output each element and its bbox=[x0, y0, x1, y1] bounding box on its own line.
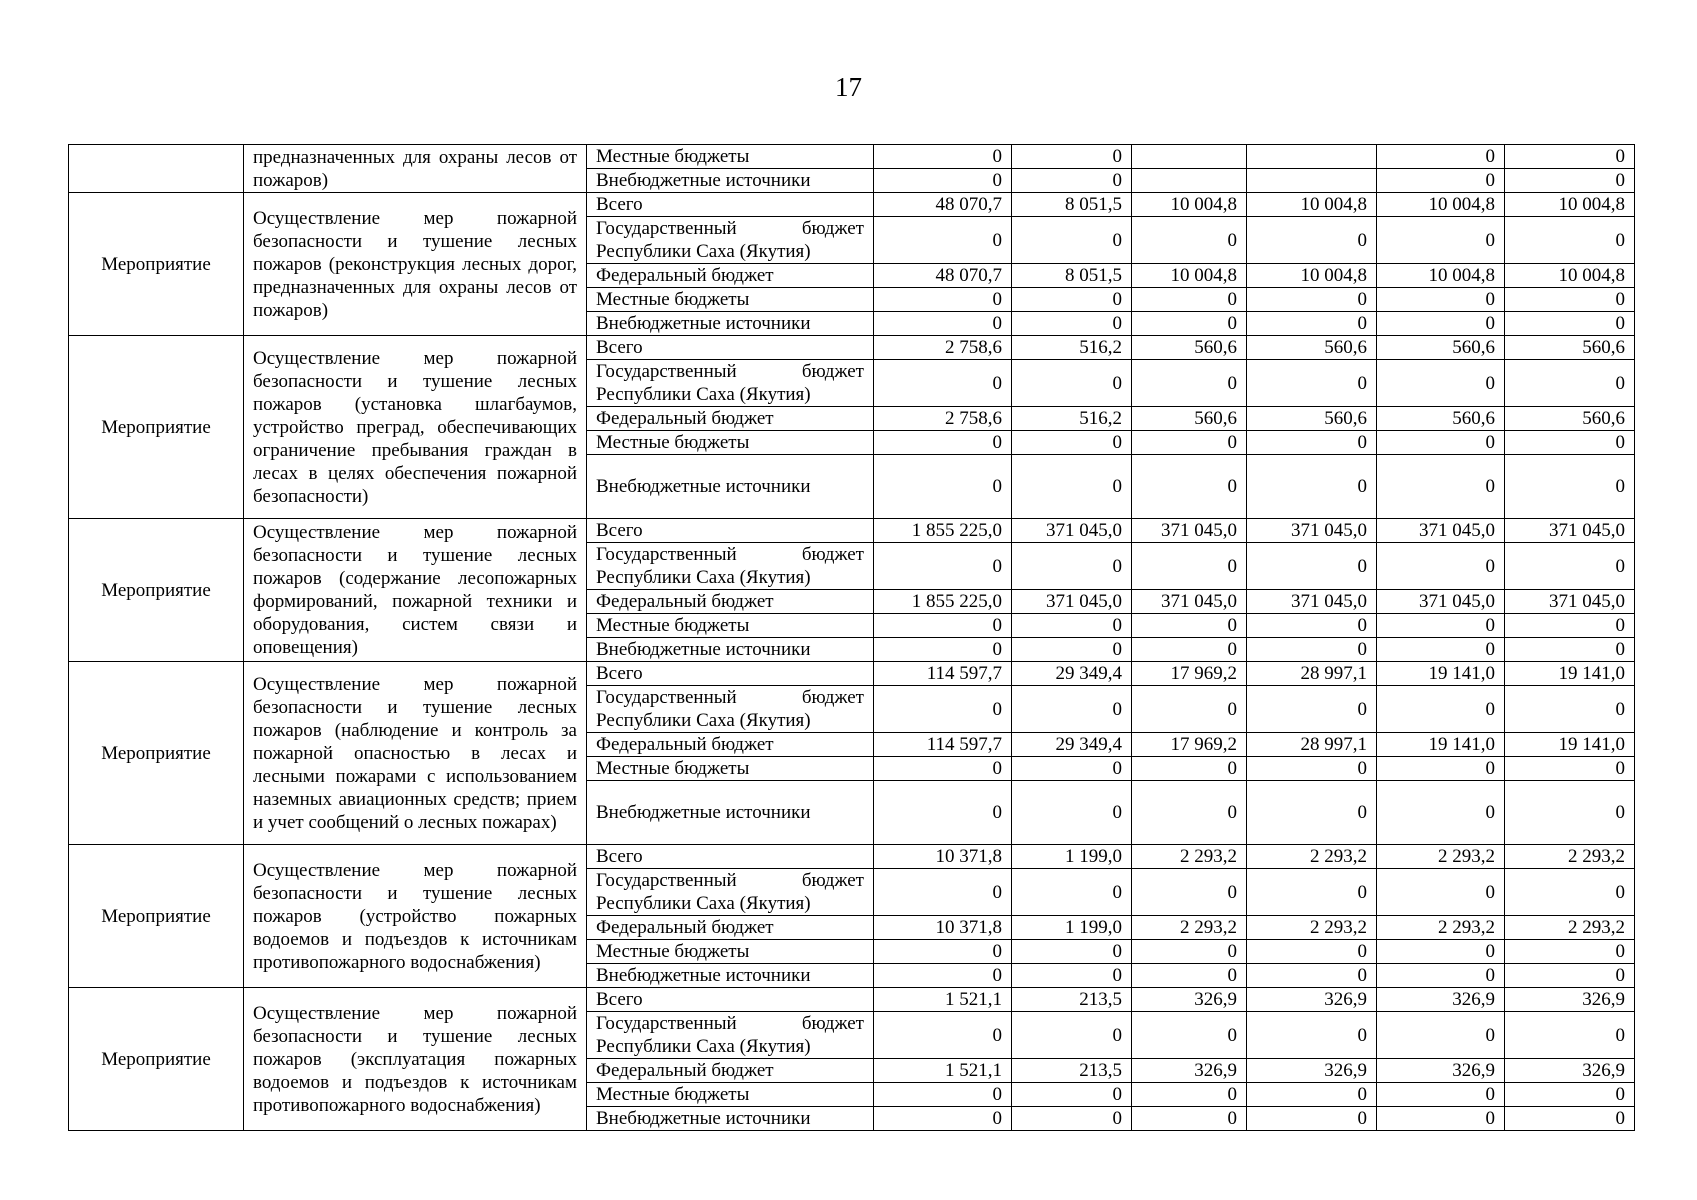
value-cell: 1 855 225,0 bbox=[874, 590, 1012, 614]
measure-description: Осуществление мер пожарной безопасности и тушение лесных пожаров (устройство пожарных водоемов и подъездов к источникам противопожарного водоснабжения) bbox=[244, 845, 587, 988]
funding-source: Государственный бюджет Республики Саха (Якутия) bbox=[587, 869, 874, 916]
value-cell: 0 bbox=[1505, 217, 1635, 264]
value-cell: 0 bbox=[1505, 686, 1635, 733]
value-cell: 0 bbox=[1132, 1107, 1247, 1131]
funding-source: Федеральный бюджет bbox=[587, 1059, 874, 1083]
value-cell: 371 045,0 bbox=[1377, 519, 1505, 543]
value-cell: 28 997,1 bbox=[1247, 733, 1377, 757]
measure-description: Осуществление мер пожарной безопасности и тушение лесных пожаров (эксплуатация пожарных водоемов и подъездов к источникам противопожарного водоснабжения) bbox=[244, 988, 587, 1131]
value-cell: 10 004,8 bbox=[1505, 264, 1635, 288]
value-cell: 371 045,0 bbox=[1012, 590, 1132, 614]
value-cell: 0 bbox=[874, 145, 1012, 169]
value-cell: 0 bbox=[1505, 312, 1635, 336]
value-cell: 0 bbox=[1377, 1083, 1505, 1107]
table-row bbox=[69, 336, 1635, 360]
value-cell: 48 070,7 bbox=[874, 193, 1012, 217]
table-row bbox=[69, 519, 1635, 543]
budget-table-body bbox=[69, 145, 1635, 1131]
value-cell: 0 bbox=[1377, 455, 1505, 519]
value-cell: 0 bbox=[1377, 614, 1505, 638]
measure-type: Мероприятие bbox=[69, 336, 244, 519]
value-cell: 371 045,0 bbox=[1247, 590, 1377, 614]
value-cell: 2 293,2 bbox=[1377, 916, 1505, 940]
value-cell: 0 bbox=[1377, 543, 1505, 590]
value-cell: 371 045,0 bbox=[1132, 519, 1247, 543]
value-cell bbox=[1247, 169, 1377, 193]
funding-source: Всего bbox=[587, 193, 874, 217]
funding-source: Местные бюджеты bbox=[587, 757, 874, 781]
table-row bbox=[69, 662, 1635, 686]
value-cell: 0 bbox=[874, 169, 1012, 193]
value-cell: 1 521,1 bbox=[874, 988, 1012, 1012]
funding-source: Всего bbox=[587, 336, 874, 360]
value-cell: 0 bbox=[1377, 940, 1505, 964]
value-cell: 0 bbox=[1132, 781, 1247, 845]
value-cell: 0 bbox=[1505, 145, 1635, 169]
value-cell: 10 371,8 bbox=[874, 845, 1012, 869]
funding-source: Внебюджетные источники bbox=[587, 1107, 874, 1131]
measure-description: Осуществление мер пожарной безопасности и тушение лесных пожаров (наблюдение и контроль за пожарной опасностью в лесах и лесными пожарами с использованием наземных авиационных средств; прием и учет сообщений о лесных пожарах) bbox=[244, 662, 587, 845]
measure-description: предназначенных для охраны лесов от пожаров) bbox=[244, 145, 587, 193]
value-cell: 2 293,2 bbox=[1505, 845, 1635, 869]
value-cell: 560,6 bbox=[1377, 336, 1505, 360]
value-cell: 10 004,8 bbox=[1377, 264, 1505, 288]
value-cell: 10 004,8 bbox=[1377, 193, 1505, 217]
value-cell: 0 bbox=[1505, 1083, 1635, 1107]
value-cell: 0 bbox=[874, 614, 1012, 638]
value-cell: 17 969,2 bbox=[1132, 733, 1247, 757]
measure-type: Мероприятие bbox=[69, 662, 244, 845]
funding-source: Федеральный бюджет bbox=[587, 916, 874, 940]
value-cell: 2 293,2 bbox=[1505, 916, 1635, 940]
value-cell: 2 758,6 bbox=[874, 407, 1012, 431]
value-cell: 326,9 bbox=[1247, 988, 1377, 1012]
value-cell: 0 bbox=[1012, 288, 1132, 312]
funding-source: Внебюджетные источники bbox=[587, 964, 874, 988]
value-cell: 0 bbox=[1505, 781, 1635, 845]
value-cell: 0 bbox=[874, 781, 1012, 845]
value-cell: 0 bbox=[874, 431, 1012, 455]
value-cell: 1 199,0 bbox=[1012, 916, 1132, 940]
value-cell: 8 051,5 bbox=[1012, 264, 1132, 288]
measure-description: Осуществление мер пожарной безопасности и тушение лесных пожаров (содержание лесопожарных формирований, пожарной техники и оборудования, систем связи и оповещения) bbox=[244, 519, 587, 662]
value-cell: 0 bbox=[1505, 757, 1635, 781]
value-cell: 0 bbox=[1377, 686, 1505, 733]
value-cell: 0 bbox=[1377, 145, 1505, 169]
value-cell: 2 293,2 bbox=[1132, 916, 1247, 940]
value-cell: 0 bbox=[1247, 614, 1377, 638]
funding-source: Государственный бюджет Республики Саха (Якутия) bbox=[587, 543, 874, 590]
value-cell: 10 004,8 bbox=[1505, 193, 1635, 217]
value-cell: 0 bbox=[874, 869, 1012, 916]
value-cell: 0 bbox=[1505, 638, 1635, 662]
value-cell: 1 855 225,0 bbox=[874, 519, 1012, 543]
budget-table bbox=[68, 144, 1635, 1131]
value-cell: 326,9 bbox=[1132, 1059, 1247, 1083]
funding-source: Всего bbox=[587, 519, 874, 543]
value-cell: 0 bbox=[1247, 757, 1377, 781]
value-cell: 326,9 bbox=[1377, 1059, 1505, 1083]
value-cell: 0 bbox=[1012, 940, 1132, 964]
value-cell: 0 bbox=[1505, 455, 1635, 519]
value-cell: 0 bbox=[1012, 964, 1132, 988]
value-cell: 0 bbox=[1505, 431, 1635, 455]
funding-source: Федеральный бюджет bbox=[587, 407, 874, 431]
funding-source: Внебюджетные источники bbox=[587, 638, 874, 662]
value-cell: 48 070,7 bbox=[874, 264, 1012, 288]
value-cell: 0 bbox=[1012, 431, 1132, 455]
funding-source: Всего bbox=[587, 662, 874, 686]
value-cell: 10 004,8 bbox=[1247, 193, 1377, 217]
funding-source: Государственный бюджет Республики Саха (Якутия) bbox=[587, 217, 874, 264]
value-cell: 28 997,1 bbox=[1247, 662, 1377, 686]
funding-source: Государственный бюджет Республики Саха (Якутия) bbox=[587, 360, 874, 407]
value-cell: 326,9 bbox=[1132, 988, 1247, 1012]
value-cell: 0 bbox=[1505, 1012, 1635, 1059]
value-cell: 1 199,0 bbox=[1012, 845, 1132, 869]
value-cell: 19 141,0 bbox=[1377, 733, 1505, 757]
value-cell: 560,6 bbox=[1505, 336, 1635, 360]
funding-source: Всего bbox=[587, 988, 874, 1012]
value-cell: 10 004,8 bbox=[1247, 264, 1377, 288]
measure-type: Мероприятие bbox=[69, 519, 244, 662]
funding-source: Местные бюджеты bbox=[587, 1083, 874, 1107]
funding-source: Местные бюджеты bbox=[587, 431, 874, 455]
measure-type-cell bbox=[69, 145, 244, 193]
value-cell: 560,6 bbox=[1247, 336, 1377, 360]
value-cell: 0 bbox=[874, 288, 1012, 312]
value-cell: 0 bbox=[1505, 614, 1635, 638]
value-cell: 0 bbox=[1247, 781, 1377, 845]
funding-source: Федеральный бюджет bbox=[587, 733, 874, 757]
value-cell: 213,5 bbox=[1012, 1059, 1132, 1083]
value-cell: 17 969,2 bbox=[1132, 662, 1247, 686]
value-cell: 0 bbox=[1377, 869, 1505, 916]
table-row bbox=[69, 145, 1635, 169]
value-cell: 0 bbox=[1012, 869, 1132, 916]
value-cell: 0 bbox=[874, 455, 1012, 519]
value-cell: 8 051,5 bbox=[1012, 193, 1132, 217]
value-cell: 2 293,2 bbox=[1132, 845, 1247, 869]
value-cell: 2 293,2 bbox=[1247, 916, 1377, 940]
value-cell: 0 bbox=[874, 757, 1012, 781]
value-cell: 213,5 bbox=[1012, 988, 1132, 1012]
value-cell: 560,6 bbox=[1377, 407, 1505, 431]
value-cell: 29 349,4 bbox=[1012, 662, 1132, 686]
value-cell: 326,9 bbox=[1247, 1059, 1377, 1083]
value-cell: 0 bbox=[1377, 288, 1505, 312]
value-cell: 0 bbox=[1377, 360, 1505, 407]
value-cell: 0 bbox=[1247, 288, 1377, 312]
value-cell: 19 141,0 bbox=[1377, 662, 1505, 686]
value-cell: 0 bbox=[1132, 757, 1247, 781]
value-cell: 0 bbox=[1132, 543, 1247, 590]
value-cell: 0 bbox=[1377, 1107, 1505, 1131]
value-cell: 10 371,8 bbox=[874, 916, 1012, 940]
value-cell: 560,6 bbox=[1132, 336, 1247, 360]
measure-description: Осуществление мер пожарной безопасности и тушение лесных пожаров (реконструкция лесных дорог, предназначенных для охраны лесов от пожаров) bbox=[244, 193, 587, 336]
value-cell: 0 bbox=[1247, 431, 1377, 455]
value-cell: 0 bbox=[1012, 686, 1132, 733]
value-cell: 0 bbox=[1377, 781, 1505, 845]
funding-source: Государственный бюджет Республики Саха (Якутия) bbox=[587, 686, 874, 733]
table-row bbox=[69, 845, 1635, 869]
value-cell: 29 349,4 bbox=[1012, 733, 1132, 757]
funding-source: Местные бюджеты bbox=[587, 288, 874, 312]
value-cell: 0 bbox=[1505, 1107, 1635, 1131]
value-cell: 114 597,7 bbox=[874, 662, 1012, 686]
value-cell: 326,9 bbox=[1505, 1059, 1635, 1083]
value-cell: 2 293,2 bbox=[1247, 845, 1377, 869]
value-cell: 0 bbox=[874, 543, 1012, 590]
value-cell: 0 bbox=[1377, 638, 1505, 662]
value-cell: 0 bbox=[1012, 217, 1132, 264]
value-cell: 371 045,0 bbox=[1132, 590, 1247, 614]
value-cell: 2 293,2 bbox=[1377, 845, 1505, 869]
value-cell bbox=[1247, 145, 1377, 169]
value-cell: 371 045,0 bbox=[1247, 519, 1377, 543]
value-cell: 0 bbox=[1012, 781, 1132, 845]
value-cell: 0 bbox=[874, 360, 1012, 407]
value-cell: 0 bbox=[1132, 964, 1247, 988]
value-cell: 0 bbox=[1012, 1083, 1132, 1107]
value-cell: 560,6 bbox=[1505, 407, 1635, 431]
page-number: 17 bbox=[835, 72, 862, 102]
value-cell: 371 045,0 bbox=[1012, 519, 1132, 543]
value-cell: 560,6 bbox=[1132, 407, 1247, 431]
value-cell: 0 bbox=[1132, 312, 1247, 336]
value-cell: 371 045,0 bbox=[1505, 519, 1635, 543]
value-cell: 0 bbox=[1132, 360, 1247, 407]
value-cell: 0 bbox=[1377, 312, 1505, 336]
value-cell: 0 bbox=[1012, 1107, 1132, 1131]
table-row bbox=[69, 988, 1635, 1012]
funding-source: Государственный бюджет Республики Саха (Якутия) bbox=[587, 1012, 874, 1059]
value-cell: 0 bbox=[1132, 940, 1247, 964]
value-cell: 0 bbox=[1247, 940, 1377, 964]
value-cell: 10 004,8 bbox=[1132, 193, 1247, 217]
value-cell: 0 bbox=[874, 686, 1012, 733]
value-cell: 0 bbox=[1377, 1012, 1505, 1059]
value-cell: 0 bbox=[1247, 964, 1377, 988]
funding-source: Местные бюджеты bbox=[587, 145, 874, 169]
value-cell: 0 bbox=[1012, 757, 1132, 781]
value-cell: 1 521,1 bbox=[874, 1059, 1012, 1083]
value-cell: 0 bbox=[1377, 169, 1505, 193]
value-cell: 326,9 bbox=[1505, 988, 1635, 1012]
value-cell: 371 045,0 bbox=[1377, 590, 1505, 614]
value-cell: 0 bbox=[1247, 455, 1377, 519]
value-cell: 0 bbox=[1132, 869, 1247, 916]
value-cell: 371 045,0 bbox=[1505, 590, 1635, 614]
value-cell: 0 bbox=[874, 1012, 1012, 1059]
value-cell: 0 bbox=[874, 1107, 1012, 1131]
value-cell: 19 141,0 bbox=[1505, 733, 1635, 757]
value-cell: 0 bbox=[1247, 312, 1377, 336]
value-cell: 0 bbox=[1012, 360, 1132, 407]
value-cell: 0 bbox=[1012, 145, 1132, 169]
value-cell: 516,2 bbox=[1012, 336, 1132, 360]
value-cell: 0 bbox=[1247, 869, 1377, 916]
funding-source: Федеральный бюджет bbox=[587, 264, 874, 288]
value-cell: 516,2 bbox=[1012, 407, 1132, 431]
value-cell: 0 bbox=[1132, 1083, 1247, 1107]
value-cell: 10 004,8 bbox=[1132, 264, 1247, 288]
value-cell: 0 bbox=[1132, 288, 1247, 312]
value-cell: 326,9 bbox=[1377, 988, 1505, 1012]
value-cell: 0 bbox=[1377, 217, 1505, 264]
value-cell: 560,6 bbox=[1247, 407, 1377, 431]
value-cell: 0 bbox=[1247, 1083, 1377, 1107]
value-cell: 0 bbox=[1132, 638, 1247, 662]
value-cell: 0 bbox=[1012, 169, 1132, 193]
value-cell: 0 bbox=[1132, 431, 1247, 455]
value-cell: 2 758,6 bbox=[874, 336, 1012, 360]
value-cell: 0 bbox=[1377, 757, 1505, 781]
value-cell: 0 bbox=[1132, 614, 1247, 638]
value-cell: 19 141,0 bbox=[1505, 662, 1635, 686]
value-cell: 0 bbox=[1247, 217, 1377, 264]
value-cell: 0 bbox=[1505, 869, 1635, 916]
measure-type: Мероприятие bbox=[69, 193, 244, 336]
funding-source: Внебюджетные источники bbox=[587, 312, 874, 336]
measure-type: Мероприятие bbox=[69, 988, 244, 1131]
funding-source: Внебюджетные источники bbox=[587, 781, 874, 845]
value-cell: 0 bbox=[1012, 1012, 1132, 1059]
funding-source: Местные бюджеты bbox=[587, 614, 874, 638]
value-cell: 0 bbox=[874, 217, 1012, 264]
value-cell: 0 bbox=[1247, 638, 1377, 662]
funding-source: Федеральный бюджет bbox=[587, 590, 874, 614]
funding-source: Местные бюджеты bbox=[587, 940, 874, 964]
value-cell: 0 bbox=[1505, 543, 1635, 590]
value-cell: 0 bbox=[1132, 455, 1247, 519]
value-cell: 0 bbox=[1012, 543, 1132, 590]
measure-description: Осуществление мер пожарной безопасности и тушение лесных пожаров (установка шлагбаумов, устройство преград, обеспечивающих ограничение пребывания граждан в лесах в целях обеспечения пожарной безопасности) bbox=[244, 336, 587, 519]
value-cell: 0 bbox=[1247, 543, 1377, 590]
value-cell: 0 bbox=[1505, 360, 1635, 407]
value-cell: 0 bbox=[1505, 169, 1635, 193]
value-cell: 0 bbox=[1247, 360, 1377, 407]
value-cell: 114 597,7 bbox=[874, 733, 1012, 757]
value-cell bbox=[1132, 169, 1247, 193]
value-cell: 0 bbox=[1505, 288, 1635, 312]
value-cell: 0 bbox=[874, 1083, 1012, 1107]
value-cell: 0 bbox=[874, 312, 1012, 336]
value-cell: 0 bbox=[1505, 964, 1635, 988]
value-cell: 0 bbox=[874, 940, 1012, 964]
value-cell: 0 bbox=[1012, 455, 1132, 519]
table-row bbox=[69, 193, 1635, 217]
value-cell: 0 bbox=[874, 638, 1012, 662]
funding-source: Всего bbox=[587, 845, 874, 869]
value-cell: 0 bbox=[1012, 312, 1132, 336]
value-cell: 0 bbox=[1377, 431, 1505, 455]
value-cell: 0 bbox=[1505, 940, 1635, 964]
value-cell: 0 bbox=[1247, 1012, 1377, 1059]
funding-source: Внебюджетные источники bbox=[587, 455, 874, 519]
value-cell: 0 bbox=[1012, 638, 1132, 662]
value-cell: 0 bbox=[1132, 1012, 1247, 1059]
funding-source: Внебюджетные источники bbox=[587, 169, 874, 193]
value-cell: 0 bbox=[1247, 686, 1377, 733]
value-cell: 0 bbox=[1132, 686, 1247, 733]
value-cell: 0 bbox=[1247, 1107, 1377, 1131]
value-cell: 0 bbox=[874, 964, 1012, 988]
value-cell: 0 bbox=[1012, 614, 1132, 638]
value-cell: 0 bbox=[1377, 964, 1505, 988]
value-cell bbox=[1132, 145, 1247, 169]
measure-type: Мероприятие bbox=[69, 845, 244, 988]
value-cell: 0 bbox=[1132, 217, 1247, 264]
